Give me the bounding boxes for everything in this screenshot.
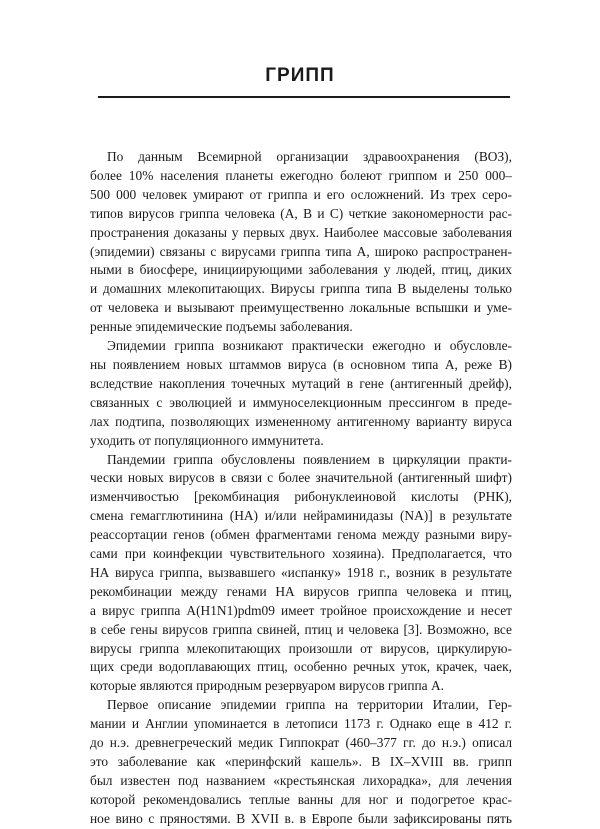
text-line: в себе гены вирусов гриппа свиней, птиц и человека [3]. Возможно, все [90, 621, 512, 637]
text-line: которой рекомендовались теплые ванны для ног и подогретое крас- [90, 791, 512, 807]
text-line: ными в биосфере, инициирующими заболевания у людей, птиц, диких [90, 262, 512, 278]
text-line: уходить от популяционного иммунитета. [90, 432, 324, 448]
paragraph [90, 337, 512, 450]
text-line: вирусы гриппа млекопитающих произошли от вирусов, циркулирую- [90, 640, 512, 656]
paragraph [90, 451, 512, 697]
text-line: лах подтипа, позволяющих измененному антигенному варианту вируса [90, 413, 512, 429]
text-line: которые являются природным резервуаром вирусов гриппа А. [90, 678, 444, 694]
text-line: пространения доказаны у первых двух. Наиболее массовые заболевания [90, 224, 512, 240]
text-line: был известен под названием «крестьянская лихорадка», для лечения [90, 772, 512, 788]
text-line: смена гемагглютинина (НА) и/или нейраминидазы (NA)] в результате [90, 508, 512, 524]
text-line: от человека и вызывают преимущественно локальные вспышки и уме- [90, 300, 512, 316]
text-line: ное вино с пряностями. В XVII в. в Европе были зафиксированы пять [90, 810, 512, 826]
text-line: типов вирусов гриппа человека (А, В и С) четкие закономерности рас- [90, 205, 512, 221]
text-line: Пандемии гриппа обусловлены появлением в циркуляции практи- [107, 451, 512, 467]
text-line: ренные эпидемические подъемы заболевания. [90, 319, 353, 335]
text-line: а вирус гриппа А(H1N1)pdm09 имеет тройное происхождение и несет [90, 602, 512, 618]
paragraph [90, 696, 512, 828]
text-line: более 10% населения планеты ежегодно болеют гриппом и 250 000– [90, 167, 512, 183]
body-text [90, 148, 512, 829]
text-line: рекомбинации между генами НА вирусов гриппа человека и птиц, [90, 583, 512, 599]
text-line: и домашних млекопитающих. Вирусы гриппа типа В выделены только [90, 281, 512, 297]
title-underline [98, 96, 510, 98]
text-line: (эпидемии) связаны с вирусами гриппа типа А, широко распространен- [90, 243, 512, 259]
text-line: это заболевание как «перинфский кашель». В IX–XVIII вв. грипп [90, 754, 512, 769]
text-line: НА вируса гриппа, вызвавшего «испанку» 1918 г., возник в результате [90, 564, 512, 580]
text-line: 500 000 человек умирают от гриппа и его осложнений. Из трех серо- [90, 186, 512, 202]
text-line: По данным Всемирной организации здравоохранения (ВОЗ), [107, 149, 512, 164]
text-line: Эпидемии гриппа возникают практически ежегодно и обусловле- [107, 338, 512, 354]
page-title: ГРИПП [265, 65, 335, 86]
text-line: сами при коинфекции чувствительного хозяина). Предполагается, что [90, 546, 512, 562]
text-line: до н.э. древнегреческий медик Гиппократ (460–377 гг. до н.э.) описал [90, 735, 512, 751]
text-line: мании и Англии упоминается в летописи 1173 г. Однако еще в 412 г. [90, 716, 512, 732]
text-line: реассортации генов (обмен фрагментами генома между разными виру- [90, 527, 512, 543]
text-line: ны появлением новых штаммов вируса (в основном типа А, реже В) [90, 356, 512, 372]
text-line: чески новых вирусов в связи с более значительной (антигенный шифт) [90, 470, 512, 486]
text-line: щих среди водоплавающих птиц, особенно речных уток, крачек, чаек, [90, 659, 512, 675]
paragraph [90, 148, 512, 337]
text-line: вследствие накопления точечных мутаций в гене (антигенный дрейф), [90, 375, 512, 391]
text-line: Первое описание эпидемии гриппа на территории Италии, Гер- [107, 697, 512, 713]
text-line: связанных с эволюцией и иммуноселекционным прессингом в преде- [90, 394, 512, 410]
text-line: изменчивостью [рекомбинация рибонуклеиновой кислоты (РНК), [90, 489, 512, 505]
